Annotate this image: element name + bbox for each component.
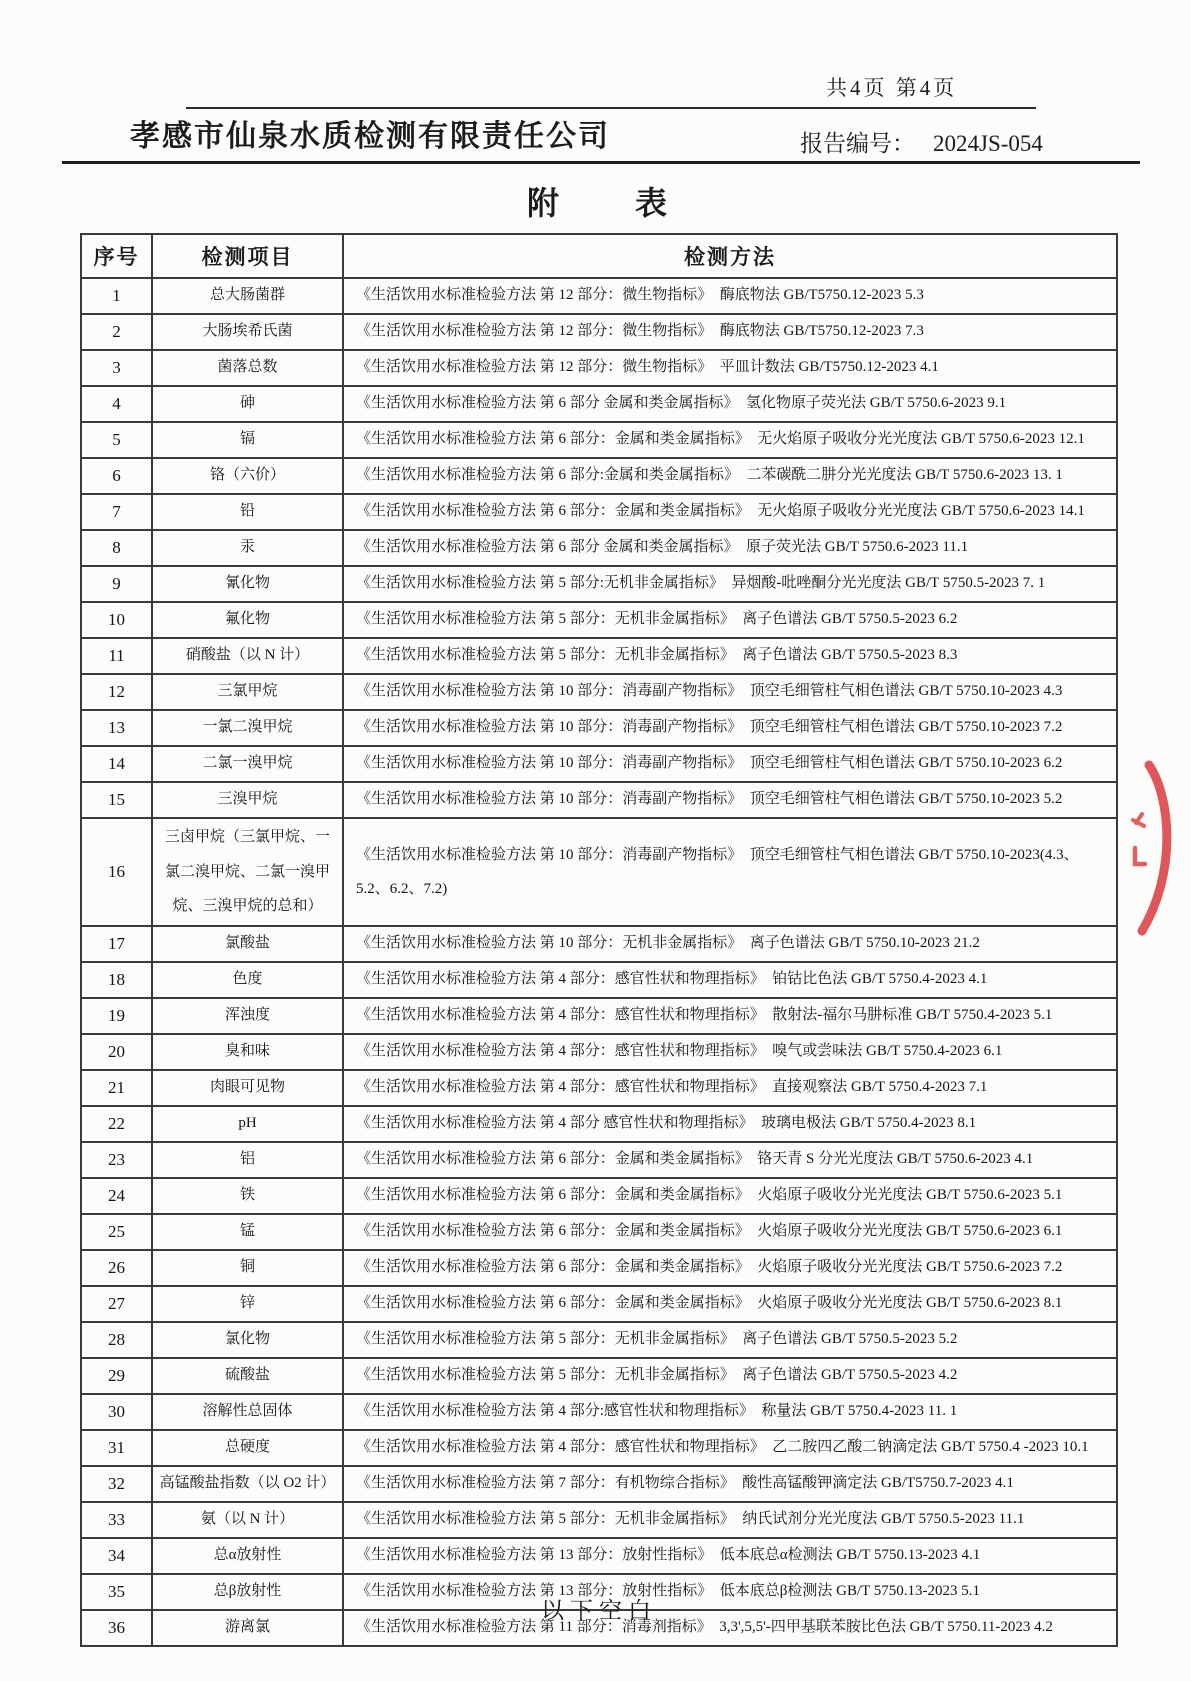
test-method: 《生活饮用水标准检验方法 第 4 部分：感官性状和物理指标》 铂钴比色法 GB/T 5750.4-2023 4.1 bbox=[343, 962, 1117, 998]
table-row bbox=[81, 458, 1117, 494]
row-number: 24 bbox=[81, 1178, 152, 1214]
test-item: 总硬度 bbox=[152, 1430, 343, 1466]
test-method: 《生活饮用水标准检验方法 第 4 部分：感官性状和物理指标》 嗅气或尝味法 GB/T 5750.4-2023 6.1 bbox=[343, 1034, 1117, 1070]
table-row bbox=[81, 1538, 1117, 1574]
row-number: 32 bbox=[81, 1466, 152, 1502]
row-number: 4 bbox=[81, 386, 152, 422]
test-method: 《生活饮用水标准检验方法 第 6 部分：金属和类金属指标》 铬天青 S 分光光度法 GB/T 5750.6-2023 4.1 bbox=[343, 1142, 1117, 1178]
test-item: 总α放射性 bbox=[152, 1538, 343, 1574]
test-method: 《生活饮用水标准检验方法 第 6 部分：金属和类金属指标》 火焰原子吸收分光光度法 GB/T 5750.6-2023 7.2 bbox=[343, 1250, 1117, 1286]
test-item: 总大肠菌群 bbox=[152, 278, 343, 314]
test-item: 肉眼可见物 bbox=[152, 1070, 343, 1106]
row-number: 12 bbox=[81, 674, 152, 710]
row-number: 22 bbox=[81, 1106, 152, 1142]
test-item: 氯化物 bbox=[152, 1322, 343, 1358]
report-number bbox=[800, 125, 1043, 158]
row-number: 6 bbox=[81, 458, 152, 494]
test-method: 《生活饮用水标准检验方法 第 6 部分：金属和类金属指标》 火焰原子吸收分光光度法 GB/T 5750.6-2023 5.1 bbox=[343, 1178, 1117, 1214]
table-row bbox=[81, 1502, 1117, 1538]
table-row bbox=[81, 530, 1117, 566]
test-item: 一氯二溴甲烷 bbox=[152, 710, 343, 746]
table-row bbox=[81, 1358, 1117, 1394]
row-number: 1 bbox=[81, 278, 152, 314]
table-row bbox=[81, 422, 1117, 458]
test-item: 硝酸盐（以 N 计） bbox=[152, 638, 343, 674]
test-method: 《生活饮用水标准检验方法 第 13 部分：放射性指标》 低本底总α检测法 GB/T 5750.13-2023 4.1 bbox=[343, 1538, 1117, 1574]
test-method-table bbox=[80, 233, 1118, 1647]
test-method: 《生活饮用水标准检验方法 第 5 部分：无机非金属指标》 离子色谱法 GB/T 5750.5-2023 8.3 bbox=[343, 638, 1117, 674]
test-method: 《生活饮用水标准检验方法 第 6 部分：金属和类金属指标》 无火焰原子吸收分光光度法 GB/T 5750.6-2023 12.1 bbox=[343, 422, 1117, 458]
test-method: 《生活饮用水标准检验方法 第 5 部分：无机非金属指标》 离子色谱法 GB/T 5750.5-2023 6.2 bbox=[343, 602, 1117, 638]
test-method: 《生活饮用水标准检验方法 第 10 部分：无机非金属指标》 离子色谱法 GB/T 5750.10-2023 21.2 bbox=[343, 926, 1117, 962]
table-row bbox=[81, 998, 1117, 1034]
report-number-value: 2024JS-054 bbox=[933, 131, 1043, 156]
table-row bbox=[81, 1250, 1117, 1286]
table-row bbox=[81, 746, 1117, 782]
test-method: 《生活饮用水标准检验方法 第 12 部分：微生物指标》 酶底物法 GB/T5750.12-2023 7.3 bbox=[343, 314, 1117, 350]
report-number-label: 报告编号： bbox=[800, 131, 915, 156]
test-item: 铁 bbox=[152, 1178, 343, 1214]
row-number: 36 bbox=[81, 1610, 152, 1646]
test-item: 氟化物 bbox=[152, 602, 343, 638]
row-number: 19 bbox=[81, 998, 152, 1034]
row-number: 17 bbox=[81, 926, 152, 962]
row-number: 10 bbox=[81, 602, 152, 638]
test-item: 锰 bbox=[152, 1214, 343, 1250]
row-number: 33 bbox=[81, 1502, 152, 1538]
table-row bbox=[81, 674, 1117, 710]
test-method: 《生活饮用水标准检验方法 第 13 部分：放射性指标》 低本底总β检测法 GB/T 5750.13-2023 5.1 bbox=[343, 1574, 1117, 1610]
row-number: 29 bbox=[81, 1358, 152, 1394]
test-item: 色度 bbox=[152, 962, 343, 998]
table-row bbox=[81, 1430, 1117, 1466]
test-item: 铜 bbox=[152, 1250, 343, 1286]
table-row bbox=[81, 1142, 1117, 1178]
row-number: 8 bbox=[81, 530, 152, 566]
test-item: 铝 bbox=[152, 1142, 343, 1178]
test-item: 大肠埃希氏菌 bbox=[152, 314, 343, 350]
test-method: 《生活饮用水标准检验方法 第 12 部分：微生物指标》 酶底物法 GB/T5750.12-2023 5.3 bbox=[343, 278, 1117, 314]
table-row bbox=[81, 962, 1117, 998]
table-row bbox=[81, 710, 1117, 746]
test-method: 《生活饮用水标准检验方法 第 6 部分：金属和类金属指标》 火焰原子吸收分光光度法 GB/T 5750.6-2023 8.1 bbox=[343, 1286, 1117, 1322]
row-number: 27 bbox=[81, 1286, 152, 1322]
row-number: 18 bbox=[81, 962, 152, 998]
header-rule-thin bbox=[186, 107, 1036, 109]
test-method: 《生活饮用水标准检验方法 第 5 部分：无机非金属指标》 纳氏试剂分光光度法 GB/T 5750.5-2023 11.1 bbox=[343, 1502, 1117, 1538]
page-count: 共4页 第4页 bbox=[826, 76, 958, 100]
test-item: pH bbox=[152, 1106, 343, 1142]
test-item: 镉 bbox=[152, 422, 343, 458]
row-number: 20 bbox=[81, 1034, 152, 1070]
row-number: 30 bbox=[81, 1394, 152, 1430]
table-row bbox=[81, 1178, 1117, 1214]
table-row bbox=[81, 494, 1117, 530]
row-number: 15 bbox=[81, 782, 152, 818]
table-row bbox=[81, 818, 1117, 926]
test-item: 二氯一溴甲烷 bbox=[152, 746, 343, 782]
row-number: 3 bbox=[81, 350, 152, 386]
row-number: 13 bbox=[81, 710, 152, 746]
row-number: 21 bbox=[81, 1070, 152, 1106]
row-number: 2 bbox=[81, 314, 152, 350]
test-item: 菌落总数 bbox=[152, 350, 343, 386]
test-method: 《生活饮用水标准检验方法 第 7 部分：有机物综合指标》 酸性高锰酸钾滴定法 GB/T5750.7-2023 4.1 bbox=[343, 1466, 1117, 1502]
test-method: 《生活饮用水标准检验方法 第 5 部分：无机非金属指标》 离子色谱法 GB/T 5750.5-2023 5.2 bbox=[343, 1322, 1117, 1358]
row-number: 34 bbox=[81, 1538, 152, 1574]
test-method: 《生活饮用水标准检验方法 第 4 部分：感官性状和物理指标》 直接观察法 GB/T 5750.4-2023 7.1 bbox=[343, 1070, 1117, 1106]
test-method: 《生活饮用水标准检验方法 第 4 部分：感官性状和物理指标》 散射法-福尔马肼标准 GB/T 5750.4-2023 5.1 bbox=[343, 998, 1117, 1034]
method-table-body bbox=[81, 278, 1117, 1646]
table-row bbox=[81, 1070, 1117, 1106]
table-row bbox=[81, 1322, 1117, 1358]
test-method: 《生活饮用水标准检验方法 第 4 部分 感官性状和物理指标》 玻璃电极法 GB/T 5750.4-2023 8.1 bbox=[343, 1106, 1117, 1142]
table-row bbox=[81, 1034, 1117, 1070]
test-item: 游离氯 bbox=[152, 1610, 343, 1646]
header-test-method: 检测方法 bbox=[343, 234, 1117, 278]
test-item: 氨（以 N 计） bbox=[152, 1502, 343, 1538]
row-number: 28 bbox=[81, 1322, 152, 1358]
test-item: 臭和味 bbox=[152, 1034, 343, 1070]
table-row bbox=[81, 278, 1117, 314]
table-row bbox=[81, 566, 1117, 602]
test-item: 三卤甲烷（三氯甲烷、一氯二溴甲烷、二氯一溴甲烷、三溴甲烷的总和） bbox=[152, 818, 343, 926]
test-item: 锌 bbox=[152, 1286, 343, 1322]
test-item: 硫酸盐 bbox=[152, 1358, 343, 1394]
table-row bbox=[81, 386, 1117, 422]
row-number: 35 bbox=[81, 1574, 152, 1610]
table-row bbox=[81, 782, 1117, 818]
test-method: 《生活饮用水标准检验方法 第 4 部分:感官性状和物理指标》 称量法 GB/T 5750.4-2023 11. 1 bbox=[343, 1394, 1117, 1430]
red-seal-arc bbox=[1126, 760, 1190, 938]
row-number: 25 bbox=[81, 1214, 152, 1250]
row-number: 31 bbox=[81, 1430, 152, 1466]
test-item: 溶解性总固体 bbox=[152, 1394, 343, 1430]
row-number: 26 bbox=[81, 1250, 152, 1286]
test-item: 汞 bbox=[152, 530, 343, 566]
test-method: 《生活饮用水标准检验方法 第 12 部分：微生物指标》 平皿计数法 GB/T5750.12-2023 4.1 bbox=[343, 350, 1117, 386]
table-row bbox=[81, 602, 1117, 638]
row-number: 11 bbox=[81, 638, 152, 674]
table-row bbox=[81, 1286, 1117, 1322]
header-rule-thick bbox=[62, 161, 1140, 164]
test-item: 砷 bbox=[152, 386, 343, 422]
test-method: 《生活饮用水标准检验方法 第 10 部分：消毒副产物指标》 顶空毛细管柱气相色谱法 GB/T 5750.10-2023 5.2 bbox=[343, 782, 1117, 818]
test-method: 《生活饮用水标准检验方法 第 5 部分:无机非金属指标》 异烟酸-吡唑酮分光光度法 GB/T 5750.5-2023 7. 1 bbox=[343, 566, 1117, 602]
row-number: 7 bbox=[81, 494, 152, 530]
test-method: 《生活饮用水标准检验方法 第 6 部分：金属和类金属指标》 无火焰原子吸收分光光度法 GB/T 5750.6-2023 14.1 bbox=[343, 494, 1117, 530]
test-method: 《生活饮用水标准检验方法 第 6 部分 金属和类金属指标》 原子荧光法 GB/T 5750.6-2023 11.1 bbox=[343, 530, 1117, 566]
test-item: 铬（六价） bbox=[152, 458, 343, 494]
test-method: 《生活饮用水标准检验方法 第 11 部分：消毒剂指标》 3,3',5,5'-四甲基联苯胺比色法 GB/T 5750.11-2023 4.2 bbox=[343, 1610, 1117, 1646]
table-row bbox=[81, 350, 1117, 386]
header-seq-no: 序号 bbox=[81, 234, 152, 278]
header-test-item: 检测项目 bbox=[152, 234, 343, 278]
table-row bbox=[81, 1466, 1117, 1502]
test-method: 《生活饮用水标准检验方法 第 5 部分：无机非金属指标》 离子色谱法 GB/T 5750.5-2023 4.2 bbox=[343, 1358, 1117, 1394]
company-name: 孝感市仙泉水质检测有限责任公司 bbox=[130, 120, 610, 153]
table-row bbox=[81, 926, 1117, 962]
table-row bbox=[81, 1106, 1117, 1142]
test-method: 《生活饮用水标准检验方法 第 10 部分：消毒副产物指标》 顶空毛细管柱气相色谱法 GB/T 5750.10-2023(4.3、5.2、6.2、7.2) bbox=[343, 818, 1117, 926]
table-row bbox=[81, 1394, 1117, 1430]
row-number: 23 bbox=[81, 1142, 152, 1178]
test-item: 氰化物 bbox=[152, 566, 343, 602]
table-row bbox=[81, 1214, 1117, 1250]
test-item: 总β放射性 bbox=[152, 1574, 343, 1610]
test-method: 《生活饮用水标准检验方法 第 6 部分:金属和类金属指标》 二苯碳酰二肼分光光度法 GB/T 5750.6-2023 13. 1 bbox=[343, 458, 1117, 494]
document-title: 附 表 bbox=[526, 185, 671, 221]
test-item: 三氯甲烷 bbox=[152, 674, 343, 710]
row-number: 9 bbox=[81, 566, 152, 602]
test-method: 《生活饮用水标准检验方法 第 6 部分 金属和类金属指标》 氢化物原子荧光法 GB/T 5750.6-2023 9.1 bbox=[343, 386, 1117, 422]
table-row bbox=[81, 314, 1117, 350]
test-method: 《生活饮用水标准检验方法 第 10 部分：消毒副产物指标》 顶空毛细管柱气相色谱法 GB/T 5750.10-2023 4.3 bbox=[343, 674, 1117, 710]
test-method: 《生活饮用水标准检验方法 第 10 部分：消毒副产物指标》 顶空毛细管柱气相色谱法 GB/T 5750.10-2023 6.2 bbox=[343, 746, 1117, 782]
test-item: 氯酸盐 bbox=[152, 926, 343, 962]
blank-below-note: 以下空白 bbox=[541, 1598, 657, 1623]
test-method: 《生活饮用水标准检验方法 第 4 部分：感官性状和物理指标》 乙二胺四乙酸二钠滴定法 GB/T 5750.4 -2023 10.1 bbox=[343, 1430, 1117, 1466]
table-row bbox=[81, 638, 1117, 674]
test-item: 高锰酸盐指数（以 O2 计） bbox=[152, 1466, 343, 1502]
table-header-row bbox=[81, 234, 1117, 278]
row-number: 5 bbox=[81, 422, 152, 458]
row-number: 16 bbox=[81, 818, 152, 926]
test-item: 铅 bbox=[152, 494, 343, 530]
test-item: 浑浊度 bbox=[152, 998, 343, 1034]
row-number: 14 bbox=[81, 746, 152, 782]
test-item: 三溴甲烷 bbox=[152, 782, 343, 818]
test-method: 《生活饮用水标准检验方法 第 6 部分：金属和类金属指标》 火焰原子吸收分光光度法 GB/T 5750.6-2023 6.1 bbox=[343, 1214, 1117, 1250]
test-method: 《生活饮用水标准检验方法 第 10 部分：消毒副产物指标》 顶空毛细管柱气相色谱法 GB/T 5750.10-2023 7.2 bbox=[343, 710, 1117, 746]
